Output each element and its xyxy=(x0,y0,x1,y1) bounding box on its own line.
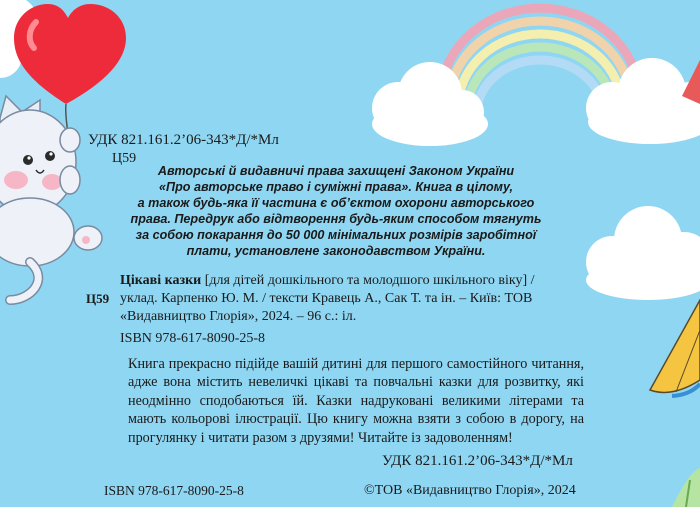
catalog-line-1 xyxy=(120,272,570,290)
annotation-line: Книга прекрасно підійде вашій дитині для першого самостійного читання, xyxy=(128,356,584,372)
copyright-line: а також будь-яка її частина є об’єктом охорони авторського xyxy=(137,196,535,210)
book-annotation xyxy=(128,355,584,447)
annotation-line: адже вона містить невеличкі цікаві та повчальні казки для розвитку, які xyxy=(128,374,584,391)
author-sign: Ц59 xyxy=(112,151,137,166)
copyright-line: за собою покарання до 50 000 мінімальних розмірів заробітної xyxy=(135,228,537,242)
catalog-sign: Ц59 xyxy=(86,291,110,306)
catalog-line-3: «Видавництво Глорія», 2024. – 96 с.: іл. xyxy=(120,309,357,324)
footer-isbn: ISBN 978-617-8090-25-8 xyxy=(104,483,244,498)
catalog-isbn: ISBN 978-617-8090-25-8 xyxy=(120,331,266,346)
catalog-record xyxy=(120,272,570,348)
copyright-notice xyxy=(112,163,560,259)
copyright-line: права. Передрук або відтворення будь-яким способом тягнуть xyxy=(130,212,542,226)
copyright-line: плати, установлене законодавством України. xyxy=(186,244,486,258)
copyright-line: «Про авторське право і суміжні права». Книга в цілому, xyxy=(159,180,513,194)
udk-code: УДК 821.161.2’06-343*Д/*Мл xyxy=(88,132,279,148)
copyright-line: Авторські й видавничі права захищені Законом України xyxy=(157,164,515,178)
annotation-line: неодмінно сподобаються їй. Казки надруковані великими літерами та xyxy=(128,392,584,409)
footer-udk: УДК 821.161.2’06-343*Д/*Мл xyxy=(382,453,573,469)
annotation-line: мають кольорові ілюстрації. Цю книгу можна взяти з собою в дорогу, на xyxy=(128,411,584,428)
book-title: Цікаві казки xyxy=(120,273,202,288)
catalog-line-2: уклад. Карпенко Ю. М. / тексти Кравець А., Сак Т. та ін. – Київ: ТОВ xyxy=(120,291,533,306)
footer-publisher: ©ТОВ «Видавництво Глорія», 2024 xyxy=(364,483,576,498)
annotation-line: прогулянку і читати разом з друзями! Читайте із задоволенням! xyxy=(128,429,513,446)
catalog-subtitle: [для дітей дошкільного та молодшого шкільного віку] / xyxy=(201,273,535,288)
